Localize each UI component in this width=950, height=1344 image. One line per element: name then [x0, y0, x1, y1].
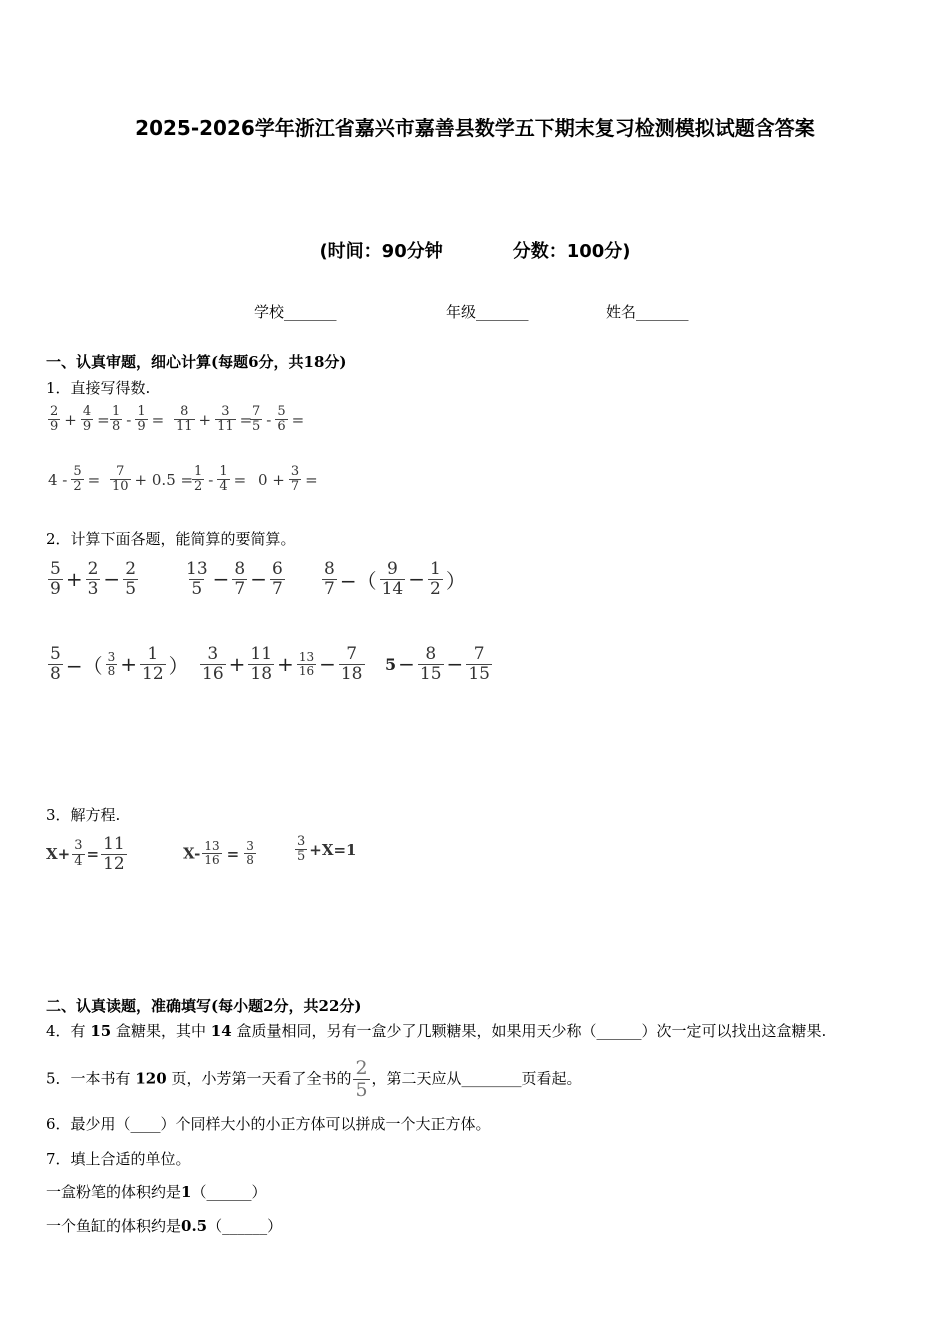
text-segment: 120 [135, 1069, 167, 1088]
denominator: 8 [50, 663, 61, 684]
fraction [275, 405, 287, 435]
q3-equation2 [183, 840, 258, 867]
denominator: 7 [324, 578, 335, 599]
denominator: 16 [204, 853, 220, 868]
operator: - [266, 410, 272, 429]
exam-time: (时间：90分钟 [319, 241, 443, 262]
text-segment: 一本书有 [70, 1069, 131, 1088]
school-field: 学校_______ [254, 303, 337, 321]
denominator: 15 [468, 663, 490, 684]
operator: + [198, 410, 212, 429]
operator: = [97, 410, 110, 429]
numerator: 7 [346, 644, 358, 664]
q5-text [46, 1058, 582, 1101]
operator: 0 + [258, 470, 285, 489]
text-segment: （______） [207, 1217, 283, 1235]
exam-meta [0, 237, 950, 263]
operator: + [64, 410, 77, 429]
denominator: 2 [73, 479, 82, 495]
operator: X- [183, 844, 201, 863]
numerator: 13 [298, 649, 315, 664]
fraction [72, 839, 84, 869]
denominator: 18 [340, 663, 363, 684]
numerator: 3 [107, 649, 116, 664]
fraction [48, 645, 63, 683]
numerator: 1 [194, 464, 203, 479]
fraction [244, 840, 256, 867]
numerator: 2 [87, 559, 99, 579]
numerator: 9 [387, 559, 398, 579]
denominator: 12 [103, 853, 125, 874]
fraction [184, 560, 210, 598]
denominator: 4 [74, 853, 83, 869]
numerator: 1 [430, 559, 441, 579]
fraction [110, 405, 122, 435]
numerator: 1 [147, 644, 159, 664]
text-segment: （______） [191, 1183, 267, 1201]
operator: 4 - [48, 470, 68, 489]
operator: X+ [46, 845, 71, 864]
numerator: 2 [355, 1057, 368, 1079]
denominator: 11 [176, 419, 193, 435]
fraction [140, 645, 166, 683]
numerator: 2 [125, 559, 137, 579]
operator: 5 [385, 654, 397, 674]
numerator: 8 [180, 404, 189, 419]
operator: − [212, 567, 230, 592]
text-segment: 有 [70, 1022, 86, 1040]
name-field: 姓名_______ [606, 303, 689, 321]
q3-equation3 [293, 835, 357, 865]
denominator: 5 [252, 419, 261, 435]
fraction [202, 840, 221, 867]
numerator: 1 [219, 464, 228, 479]
text-segment: 一个鱼缸的体积约是 [46, 1217, 182, 1235]
denominator: 8 [246, 853, 254, 868]
text-segment: 14 [210, 1022, 232, 1040]
fraction [123, 560, 138, 598]
fraction [428, 560, 443, 598]
numerator: 11 [103, 834, 125, 854]
numerator: 11 [250, 644, 273, 664]
fraction [48, 405, 60, 435]
operator: − [446, 652, 464, 677]
fraction [339, 645, 365, 683]
denominator: 14 [381, 578, 404, 599]
q4-text [46, 1020, 826, 1041]
denominator: 3 [87, 578, 99, 599]
q1-row2-expr1 [46, 465, 102, 495]
q1-row1-expr4 [248, 405, 306, 435]
denominator: 7 [290, 479, 300, 495]
grade-field: 年级_______ [446, 303, 529, 321]
q1-label: 1．直接写得数. [46, 379, 151, 397]
text-segment: 盒质量相同，另有一盒少了几颗糖果，如果用天少称（______）次一定可以找出这盒糖果. [236, 1022, 827, 1040]
operator: = [86, 845, 100, 864]
q1-row1-expr3 [172, 405, 254, 435]
denominator: 9 [50, 419, 59, 435]
numerator: 7 [473, 644, 485, 664]
numerator: 5 [50, 644, 61, 664]
numerator: 5 [50, 559, 61, 579]
fraction [135, 405, 147, 435]
q2-expr6 [384, 645, 494, 683]
fraction [232, 560, 247, 598]
fraction [353, 1058, 369, 1101]
fraction [215, 405, 236, 435]
fraction [110, 465, 131, 495]
fraction [250, 405, 262, 435]
denominator: 9 [137, 419, 146, 435]
q1-row1-expr2 [108, 405, 166, 435]
numerator: 4 [82, 404, 92, 419]
q3-equation1 [46, 835, 129, 873]
numerator: 3 [246, 839, 254, 853]
text-segment: 0.5 [181, 1217, 208, 1235]
numerator: 13 [204, 839, 220, 853]
denominator: 5 [355, 1078, 368, 1101]
numerator: 8 [234, 559, 246, 579]
denominator: 2 [194, 479, 203, 495]
fraction [270, 560, 285, 598]
text-segment: 15 [90, 1022, 112, 1040]
exam-score: 分数：100分) [512, 241, 631, 262]
q2-expr1 [46, 560, 140, 598]
operator: ） [445, 568, 466, 593]
q2-label: 2．计算下面各题，能简算的要简算。 [46, 530, 296, 548]
section2-heading: 二、认真读题，准确填写(每小题2分，共22分) [46, 997, 362, 1015]
numerator: 8 [425, 644, 437, 664]
numerator: 7 [116, 464, 125, 479]
operator: ） [168, 653, 189, 678]
denominator: 11 [217, 419, 234, 435]
fraction [380, 560, 406, 598]
fraction [322, 560, 337, 598]
numerator: 1 [137, 404, 146, 419]
denominator: 18 [250, 663, 273, 684]
denominator: 9 [82, 419, 92, 435]
fraction [86, 560, 101, 598]
denominator: 7 [234, 578, 246, 599]
denominator: 10 [112, 479, 129, 495]
q1-row2-expr2 [108, 465, 195, 495]
text-segment: 1 [181, 1183, 192, 1201]
denominator: 8 [112, 419, 121, 435]
denominator: 9 [50, 578, 61, 599]
operator: + [120, 652, 137, 677]
operator: + 0.5 = [134, 470, 194, 489]
operator: − [250, 567, 267, 592]
denominator: 15 [419, 663, 442, 684]
operator: − [408, 567, 425, 592]
fraction [200, 645, 226, 683]
numerator: 1 [112, 404, 121, 419]
fraction [248, 645, 274, 683]
fraction [289, 465, 301, 495]
operator: − [103, 567, 121, 592]
fraction [174, 405, 195, 435]
numerator: 3 [297, 834, 306, 849]
q2-expr5 [198, 645, 367, 683]
denominator: 16 [202, 663, 224, 684]
numerator: 7 [252, 404, 261, 419]
operator: - [208, 470, 214, 489]
operator: = [151, 410, 165, 429]
operator: + [228, 652, 246, 677]
operator: −（ [65, 653, 103, 678]
numerator: 3 [207, 644, 219, 664]
fraction [101, 835, 127, 873]
q2-expr4 [46, 645, 190, 683]
operator: = [291, 410, 305, 429]
operator: = [239, 410, 253, 429]
numerator: 13 [186, 559, 208, 579]
operator: − [398, 652, 415, 677]
fraction [217, 465, 229, 495]
denominator: 5 [297, 849, 306, 865]
operator: = [226, 844, 240, 863]
numerator: 2 [50, 404, 59, 419]
text-segment: 页，小芳第一天看了全书的 [171, 1069, 352, 1088]
text-segment: 盒糖果，其中 [116, 1022, 207, 1040]
numerator: 5 [277, 404, 286, 419]
denominator: 16 [298, 663, 315, 678]
fraction [106, 651, 118, 678]
q7-label: 7．填上合适的单位。 [46, 1150, 191, 1168]
q2-expr2 [182, 560, 287, 598]
operator: + [65, 567, 83, 592]
fraction [295, 835, 307, 865]
q7-line1 [46, 1181, 266, 1202]
q7-line2 [46, 1215, 282, 1236]
denominator: 4 [219, 479, 228, 495]
denominator: 8 [107, 663, 116, 678]
q1-row2-expr3 [190, 465, 248, 495]
operator: + [277, 652, 294, 677]
operator: −（ [339, 568, 377, 593]
fraction [48, 560, 63, 598]
page-title: 2025-2026学年浙江省嘉兴市嘉善县数学五下期末复习检测模拟试题含答案 [135, 116, 815, 140]
q3-label: 3．解方程. [46, 806, 121, 824]
numerator: 5 [73, 464, 82, 479]
fraction [192, 465, 204, 495]
fraction [466, 645, 492, 683]
fraction [81, 405, 93, 435]
q1-row1-expr1 [46, 405, 112, 435]
fraction [297, 651, 316, 678]
text-segment: 5． [46, 1069, 71, 1088]
numerator: 3 [74, 838, 83, 854]
numerator: 3 [290, 464, 300, 479]
numerator: 8 [324, 559, 335, 579]
q2-expr3 [320, 560, 467, 598]
denominator: 12 [142, 663, 164, 684]
numerator: 6 [272, 559, 283, 579]
numerator: 3 [221, 404, 230, 419]
denominator: 5 [191, 578, 203, 599]
operator: = [305, 470, 318, 489]
text-segment: 一盒粉笔的体积约是 [46, 1183, 182, 1201]
fraction [71, 465, 83, 495]
denominator: 5 [125, 578, 137, 599]
q1-row2-expr4 [256, 465, 320, 495]
section1-heading: 一、认真审题，细心计算(每题6分，共18分) [46, 353, 347, 371]
q6-text: 6．最少用（____）个同样大小的小正方体可以拼成一个大正方体。 [46, 1115, 491, 1133]
denominator: 2 [430, 578, 441, 599]
text-segment: ，第二天应从________页看起。 [371, 1069, 582, 1088]
operator: = [233, 470, 247, 489]
operator: − [319, 652, 336, 677]
denominator: 7 [272, 578, 283, 599]
operator: - [126, 410, 132, 429]
operator: +X=1 [309, 840, 357, 859]
text-segment: 4． [46, 1022, 71, 1040]
fraction [418, 645, 444, 683]
denominator: 6 [277, 419, 286, 435]
operator: = [87, 470, 101, 489]
